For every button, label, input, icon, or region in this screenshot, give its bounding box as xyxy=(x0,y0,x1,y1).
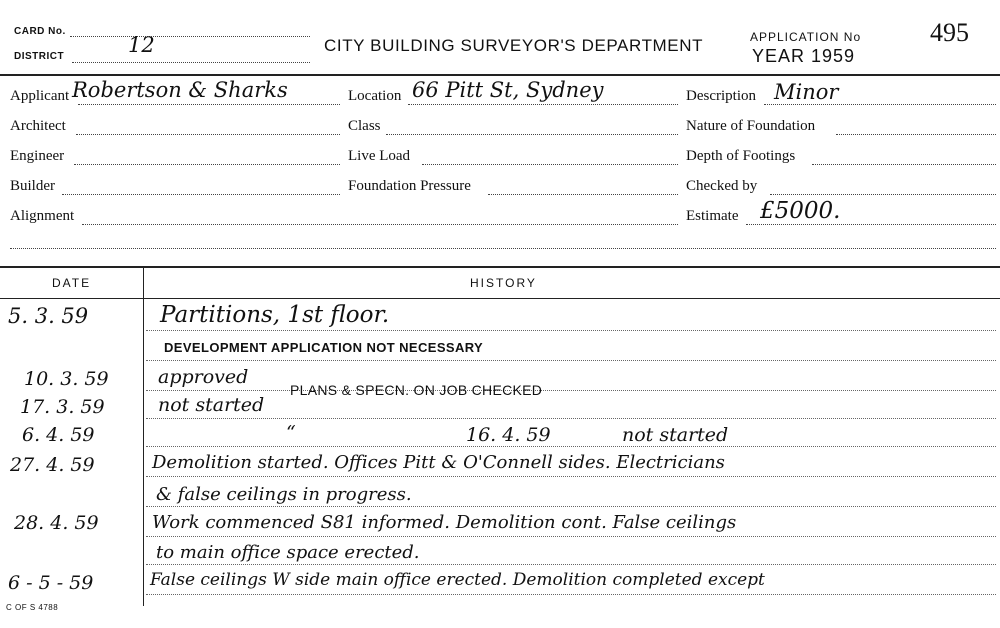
history-entry: Demolition started. Offices Pitt & O'Connell sides. Electricians xyxy=(152,452,725,473)
estimate-value: £5000. xyxy=(760,198,841,224)
history-entry: not started xyxy=(158,394,265,416)
location-value: 66 Pitt St, Sydney xyxy=(412,78,604,102)
description-label: Description xyxy=(686,88,756,104)
history-line xyxy=(146,564,996,565)
applicant-line xyxy=(78,104,340,105)
history-line xyxy=(146,360,996,361)
history-header-rule xyxy=(0,298,1000,299)
ditto-mark: “ xyxy=(286,422,296,444)
description-line xyxy=(764,104,996,105)
history-line xyxy=(146,446,996,447)
card-no-line xyxy=(70,36,310,37)
plans-checked-stamp: PLANS & SPECN. ON JOB CHECKED xyxy=(290,382,543,398)
engineer-label: Engineer xyxy=(10,148,65,164)
form-code: C OF S 4788 xyxy=(6,603,59,612)
live-load-line xyxy=(422,164,678,165)
nature-of-foundation-label: Nature of Foundation xyxy=(686,118,816,134)
location-label: Location xyxy=(348,88,402,104)
live-load-label: Live Load xyxy=(348,148,411,164)
history-extra-date: 16. 4. 59 xyxy=(466,424,551,446)
history-line xyxy=(146,594,996,595)
history-entry: False ceilings W side main office erected. Demolition completed except xyxy=(150,570,765,590)
history-entry: Partitions, 1st floor. xyxy=(160,302,390,328)
applicant-value: Robertson & Sharks xyxy=(72,78,288,102)
alignment-line xyxy=(82,224,678,225)
history-date: 28. 4. 59 xyxy=(14,512,99,534)
history-entry: approved xyxy=(158,366,249,388)
foundation-pressure-label: Foundation Pressure xyxy=(348,178,471,194)
history-entry: & false ceilings in progress. xyxy=(156,484,412,505)
history-date: 6. 4. 59 xyxy=(22,424,95,446)
date-column-divider xyxy=(143,266,144,606)
history-entry: Work commenced S81 informed. Demolition cont. False ceilings xyxy=(152,512,737,533)
history-date: 5. 3. 59 xyxy=(8,304,89,328)
depth-line xyxy=(812,164,996,165)
header-rule xyxy=(0,74,1000,76)
district-label: DISTRICT xyxy=(14,51,65,62)
history-line xyxy=(146,476,996,477)
history-line xyxy=(146,506,996,507)
card-no-label: CARD No. xyxy=(14,26,66,37)
application-number: 495 xyxy=(930,18,969,47)
development-stamp: DEVELOPMENT APPLICATION NOT NECESSARY xyxy=(164,340,484,355)
district-value: 12 xyxy=(128,33,155,57)
description-value: Minor xyxy=(774,80,839,104)
builder-line xyxy=(62,194,340,195)
history-line xyxy=(146,418,996,419)
history-date: 27. 4. 59 xyxy=(10,454,95,476)
class-line xyxy=(386,134,678,135)
department-title: CITY BUILDING SURVEYOR'S DEPARTMENT xyxy=(324,36,704,55)
checked-by-line xyxy=(770,194,996,195)
history-line xyxy=(146,330,996,331)
application-no-label: APPLICATION No xyxy=(750,30,862,44)
applicant-label: Applicant xyxy=(10,88,70,104)
class-label: Class xyxy=(348,118,381,134)
foundation-pressure-line xyxy=(488,194,678,195)
checked-by-label: Checked by xyxy=(686,178,758,194)
history-column-header: HISTORY xyxy=(470,276,537,290)
depth-of-footings-label: Depth of Footings xyxy=(686,148,796,164)
alignment-label: Alignment xyxy=(10,208,75,224)
history-line xyxy=(146,390,996,391)
history-entry: to main office space erected. xyxy=(156,542,420,563)
history-line xyxy=(146,536,996,537)
nature-line xyxy=(836,134,996,135)
location-line xyxy=(408,104,678,105)
estimate-label: Estimate xyxy=(686,208,739,224)
architect-line xyxy=(76,134,340,135)
year-label: YEAR 1959 xyxy=(752,46,856,66)
date-column-header: DATE xyxy=(52,276,92,290)
history-date: 17. 3. 59 xyxy=(20,396,105,418)
history-date: 6 - 5 - 59 xyxy=(8,572,94,594)
extra-line xyxy=(10,248,996,249)
history-extra-entry: not started xyxy=(622,424,729,446)
district-line xyxy=(72,62,310,63)
estimate-line xyxy=(746,224,996,225)
architect-label: Architect xyxy=(10,118,66,134)
history-date: 10. 3. 59 xyxy=(24,368,109,390)
engineer-line xyxy=(74,164,340,165)
builder-label: Builder xyxy=(10,178,55,194)
history-top-rule xyxy=(0,266,1000,268)
